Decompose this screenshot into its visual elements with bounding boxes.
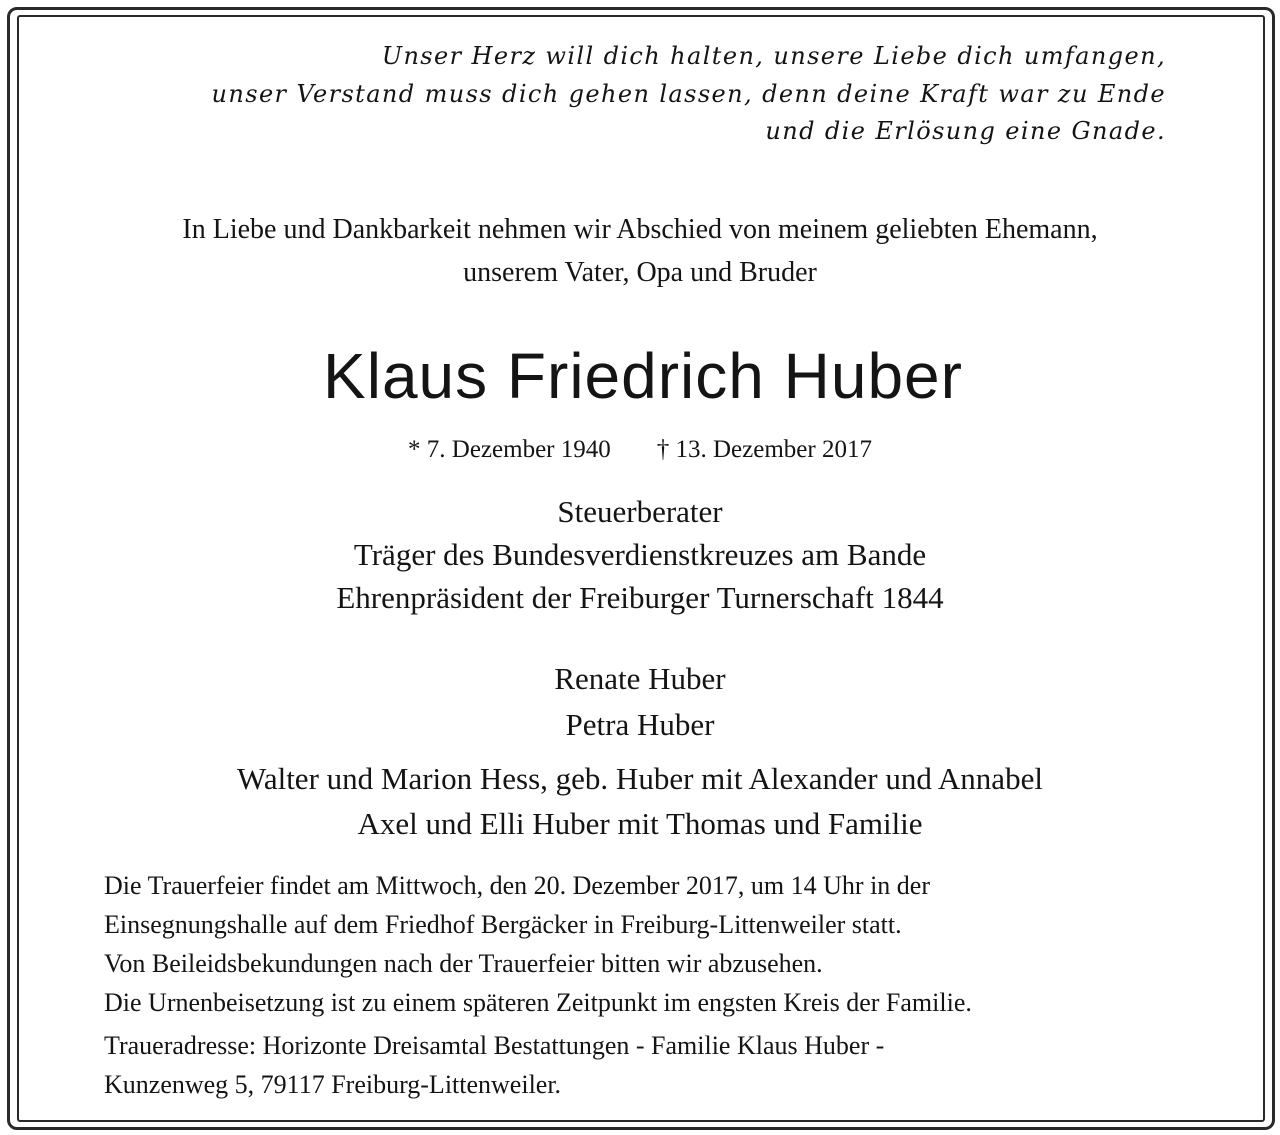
honorary-titles — [0, 490, 1280, 619]
family-line: Walter und Marion Hess, geb. Huber mit Alexander und Annabel — [237, 761, 1043, 796]
title-line: Träger des Bundesverdienstkreuzes am Bande — [353, 537, 927, 572]
mourners-families — [0, 756, 1280, 846]
intro-line: In Liebe und Dankbarkeit nehmen wir Abschied von meinem geliebten Ehemann, — [182, 214, 1098, 245]
title-line: Steuerberater — [557, 494, 723, 529]
motto-line: Unser Herz will dich halten, unsere Liebe dich umfangen, — [381, 42, 1166, 70]
notice-line: Die Urnenbeisetzung ist zu einem späteren Zeitpunkt im engsten Kreis der Familie. — [104, 988, 972, 1017]
deceased-name: Klaus Friedrich Huber — [323, 340, 963, 412]
title-line: Ehrenpräsident der Freiburger Turnerschaft 1844 — [336, 580, 944, 615]
notice-line: Die Trauerfeier findet am Mittwoch, den 20. Dezember 2017, um 14 Uhr in der — [104, 871, 931, 900]
family-line: Axel und Elli Huber mit Thomas und Familie — [357, 806, 923, 841]
motto-line: unser Verstand muss dich gehen lassen, denn deine Kraft war zu Ende — [211, 79, 1166, 108]
life-dates — [0, 430, 1280, 470]
address-line: Kunzenweg 5, 79117 Freiburg-Littenweiler. — [104, 1070, 562, 1099]
farewell-intro — [0, 208, 1280, 294]
mourner-name: Renate Huber — [554, 661, 726, 696]
notice-line: Einsegnungshalle auf dem Friedhof Bergäcker in Freiburg-Littenweiler statt. — [104, 910, 902, 939]
death-date: † 13. Dezember 2017 — [656, 436, 872, 463]
mourner-name: Petra Huber — [565, 707, 715, 742]
notice-line: Von Beileidsbekundungen nach der Trauerfeier bitten wir abzusehen. — [104, 949, 823, 978]
intro-line: unserem Vater, Opa und Bruder — [463, 257, 817, 288]
address-line: Traueradresse: Horizonte Dreisamtal Bestattungen - Familie Klaus Huber - — [104, 1031, 885, 1060]
motto-verse — [106, 38, 1166, 151]
birth-date: * 7. Dezember 1940 — [408, 436, 611, 463]
mourners-primary — [0, 656, 1280, 748]
funeral-notice — [104, 866, 1164, 1104]
motto-line: und die Erlösung eine Gnade. — [765, 117, 1166, 145]
